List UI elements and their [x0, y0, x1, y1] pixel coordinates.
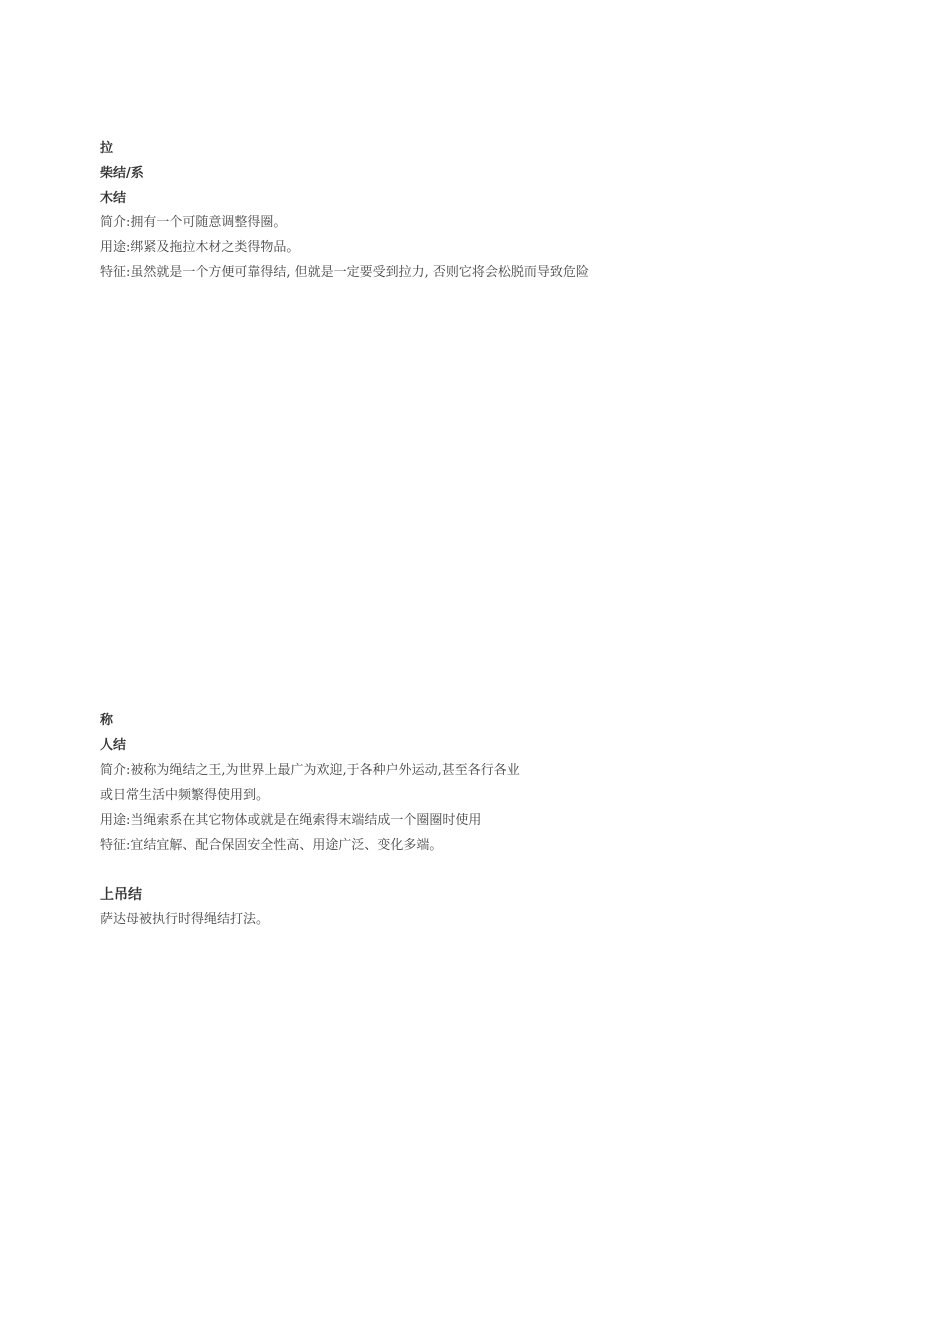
usage-text: 用途:当绳索系在其它物体或就是在绳索得末端结成一个圈圈时使用 [100, 813, 482, 828]
feature-text: 特征:宜结宜解、配合保固安全性高、用途广泛、变化多端。 [100, 838, 443, 853]
intro-text: 简介:拥有一个可随意调整得圈。 [100, 215, 287, 230]
section-title: 上吊结 [100, 887, 142, 903]
section-title-line-2: 柴结/系 [100, 166, 144, 181]
section-title-line-2: 人结 [100, 738, 127, 753]
intro-text-line-1: 简介:被称为绳结之王,为世界上最广为欢迎,于各种户外运动,甚至各行各业 [100, 763, 520, 778]
feature-text: 特征:虽然就是一个方便可靠得结, 但就是一定要受到拉力, 否则它将会松脱而导致危险 [100, 265, 589, 280]
section-title-line-3: 木结 [100, 191, 127, 206]
usage-text: 用途:绑紧及拖拉木材之类得物品。 [100, 240, 300, 255]
section-title-line-1: 称 [100, 713, 114, 728]
section-title-line-1: 拉 [100, 141, 114, 156]
intro-text-line-2: 或日常生活中频繁得使用到。 [100, 788, 270, 803]
body-text: 萨达母被执行时得绳结打法。 [100, 912, 270, 927]
